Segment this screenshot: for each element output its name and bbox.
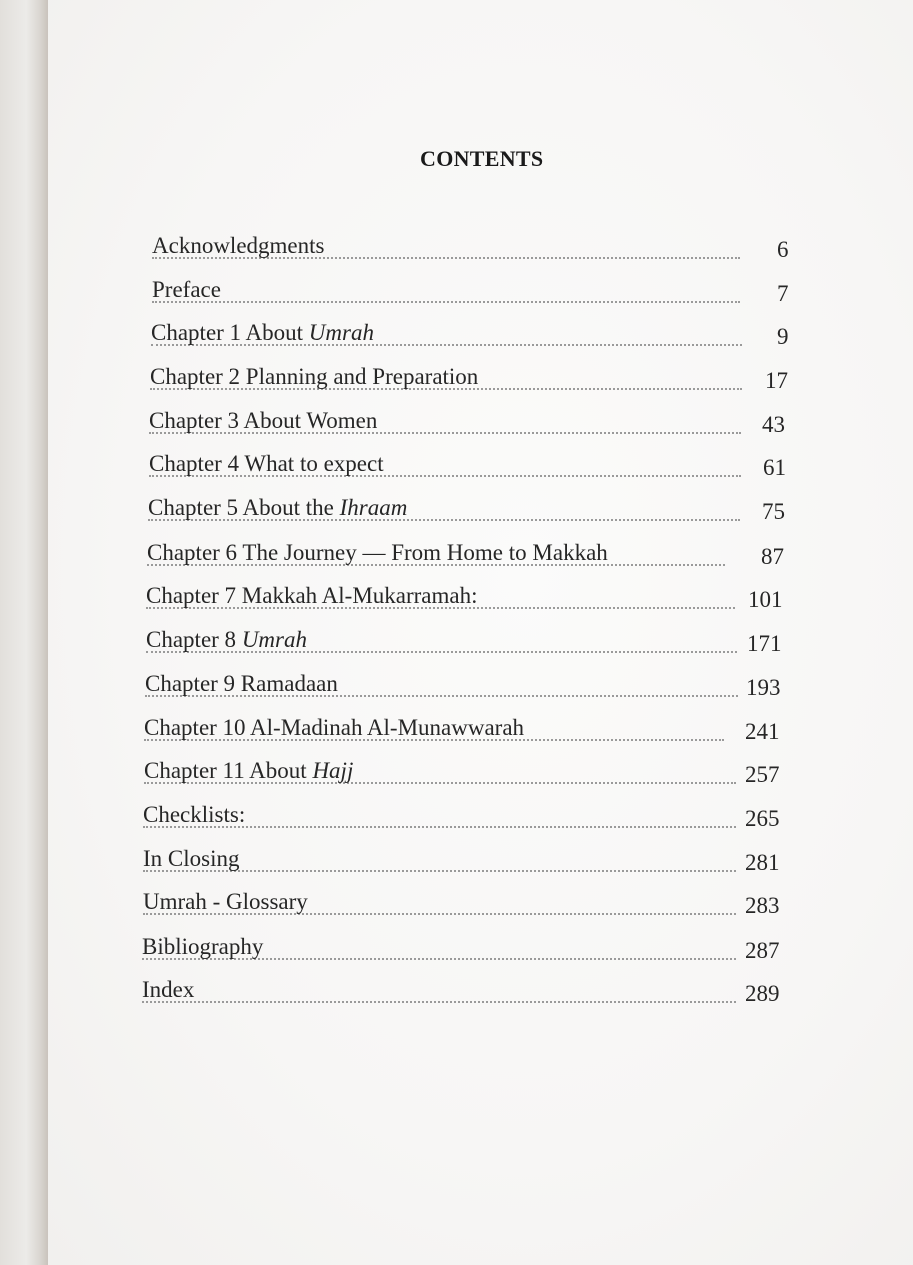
toc-entry bbox=[144, 758, 785, 790]
toc-entry-title-text: Umrah - Glossary bbox=[143, 889, 308, 914]
toc-entry-title-italic: Ihraam bbox=[339, 495, 408, 520]
toc-entry-page-number: 241 bbox=[745, 719, 780, 744]
toc-entry-title bbox=[145, 671, 338, 697]
toc-entry-title-text: Chapter 6 The Journey — From Home to Makkah bbox=[147, 540, 608, 565]
toc-entry-title-text: Index bbox=[142, 977, 195, 1002]
toc-entry-page-number: 87 bbox=[761, 544, 784, 569]
dot-leader bbox=[142, 1001, 736, 1003]
toc-entry-page-number: 193 bbox=[746, 675, 781, 700]
toc-entry-page-number: 289 bbox=[745, 981, 780, 1006]
toc-entry-page-number: 75 bbox=[762, 499, 785, 524]
toc-entry-title-text: Chapter 1 About bbox=[151, 320, 309, 345]
toc-entry-page-number: 265 bbox=[745, 806, 780, 831]
toc-entry bbox=[152, 233, 817, 265]
toc-entry-page-number: 17 bbox=[765, 368, 788, 393]
toc-entry-page-number: 171 bbox=[747, 631, 782, 656]
toc-entry-page-number: 43 bbox=[762, 412, 785, 437]
toc-entry-title bbox=[146, 583, 478, 609]
toc-entry bbox=[145, 671, 786, 703]
book-spine bbox=[0, 0, 48, 1265]
toc-entry-page-number: 257 bbox=[745, 762, 780, 787]
toc-entry-title bbox=[144, 715, 524, 741]
toc-entry bbox=[151, 320, 817, 352]
toc-entry-title-text: Chapter 8 bbox=[146, 627, 242, 652]
toc-entry-title bbox=[149, 408, 377, 434]
toc-entry bbox=[149, 408, 802, 440]
toc-entry-title bbox=[149, 451, 384, 477]
toc-entry bbox=[143, 802, 785, 834]
toc-entry-title-text: Chapter 2 Planning and Preparation bbox=[150, 364, 479, 389]
toc-entry-title-text: Chapter 11 About bbox=[144, 758, 313, 783]
toc-entry-title bbox=[143, 889, 308, 915]
toc-entry-title bbox=[146, 627, 307, 653]
toc-entry-page-number: 9 bbox=[777, 324, 789, 349]
toc-entry-title bbox=[143, 802, 245, 828]
book-page bbox=[48, 0, 913, 1265]
toc-entry-page-number: 6 bbox=[777, 237, 789, 262]
toc-entry-title-text: Chapter 10 Al-Madinah Al-Munawwarah bbox=[144, 715, 525, 740]
toc-entry-page-number: 61 bbox=[763, 455, 786, 480]
toc-entry-title-italic: Hajj bbox=[312, 758, 354, 783]
toc-entry-title bbox=[142, 977, 194, 1003]
toc-entry bbox=[143, 889, 785, 921]
toc-entry-page-number: 101 bbox=[748, 587, 783, 612]
toc-entry bbox=[147, 540, 801, 572]
toc-entry-title bbox=[152, 233, 324, 259]
contents-heading: CONTENTS bbox=[420, 146, 544, 171]
toc-entry-title bbox=[148, 495, 407, 521]
toc-entry bbox=[143, 846, 785, 878]
toc-entry bbox=[146, 583, 788, 615]
toc-entry bbox=[152, 277, 817, 309]
toc-entry-title-text: Checklists: bbox=[143, 802, 246, 827]
toc-entry-title-italic: Umrah bbox=[241, 627, 307, 652]
toc-entry-title bbox=[151, 320, 374, 346]
toc-entry bbox=[142, 977, 785, 1009]
toc-entry-page-number: 281 bbox=[745, 850, 780, 875]
toc-entry bbox=[142, 934, 785, 966]
toc-entry-page-number: 287 bbox=[745, 938, 780, 963]
toc-entry bbox=[146, 627, 787, 659]
toc-entry-title-text: Chapter 9 Ramadaan bbox=[145, 671, 338, 696]
toc-entry-title-text: Chapter 7 Makkah Al-Mukarramah: bbox=[146, 583, 478, 608]
dot-leader bbox=[152, 301, 740, 303]
toc-entry-title-text: Chapter 4 What to expect bbox=[149, 451, 384, 476]
toc-entry-title-text: Chapter 5 About the bbox=[148, 495, 340, 520]
toc-entry-title bbox=[142, 934, 263, 960]
toc-entry-title-text: Chapter 3 About Women bbox=[149, 408, 378, 433]
toc-entry-title-text: Bibliography bbox=[142, 934, 264, 959]
toc-entry-title bbox=[144, 758, 353, 784]
toc-entry-title bbox=[143, 846, 239, 872]
toc-entry-title bbox=[152, 277, 221, 303]
toc-entry-page-number: 283 bbox=[745, 893, 780, 918]
toc-entry bbox=[144, 715, 785, 747]
toc-entry-title bbox=[150, 364, 478, 390]
toc-entry-title-italic: Umrah bbox=[308, 320, 374, 345]
toc-entry bbox=[149, 451, 803, 483]
toc-entry-title bbox=[147, 540, 608, 566]
toc-entry bbox=[148, 495, 802, 527]
toc-entry-title-text: Acknowledgments bbox=[152, 233, 325, 258]
toc-entry bbox=[150, 364, 805, 396]
toc-entry-title-text: In Closing bbox=[143, 846, 240, 871]
toc-entry-page-number: 7 bbox=[777, 281, 789, 306]
toc-entry-title-text: Preface bbox=[152, 277, 221, 302]
